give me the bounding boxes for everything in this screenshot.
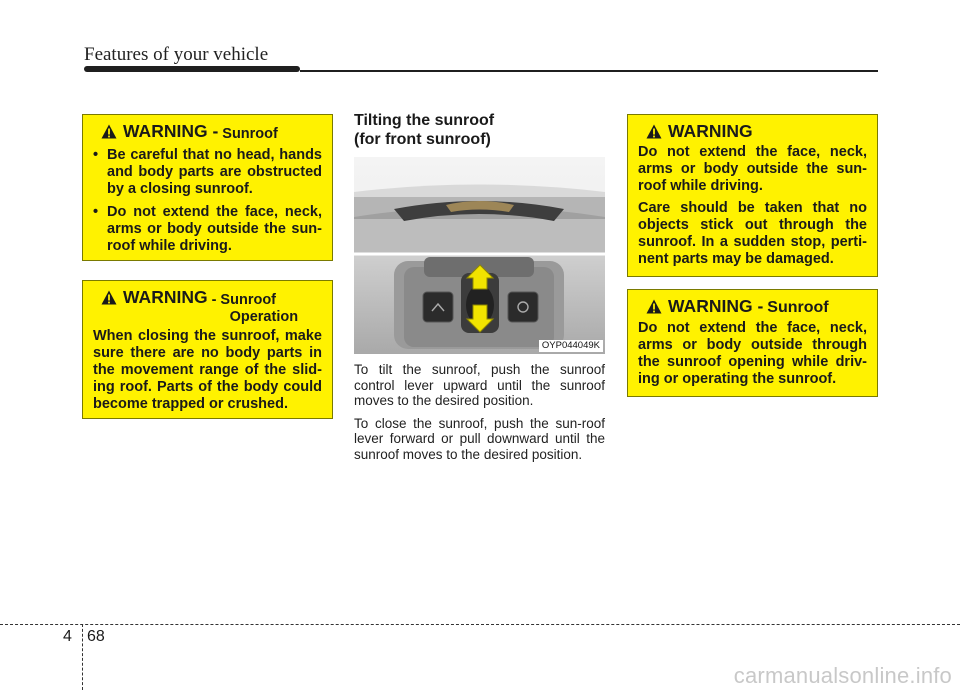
section-paragraph: To tilt the sunroof, push the sunroof control lever upward until the sunroof moves to the desired position. <box>354 362 605 408</box>
warning-word: WARNING - <box>668 296 764 316</box>
warning-subtitle: Sunroof <box>767 299 829 316</box>
warning-triangle-icon <box>101 124 117 139</box>
figure-code: OYP044049K <box>539 340 603 352</box>
watermark: carmanualsonline.info <box>733 663 952 688</box>
chapter-number: 4 <box>63 628 72 645</box>
warning-title <box>646 123 867 140</box>
warning-subtitle: Sunroof <box>222 126 278 142</box>
warning-word: WARNING - <box>123 121 219 141</box>
warning-body: Care should be taken that no objects stick out through the sunroof. In a sudden stop, perti-nent parts may be damaged. <box>638 200 867 267</box>
header-rule <box>300 70 878 72</box>
section-paragraph: To close the sunroof, push the sun-roof lever forward or pull downward until the sunroof moves to the desired position. <box>354 415 605 462</box>
warning-body: Do not extend the face, neck, arms or body outside through the sunroof opening while driv-ing or operating the sunroof. <box>638 320 867 387</box>
warning-box-sunroof <box>82 114 333 261</box>
warning-box-general <box>627 114 878 277</box>
page-number: 68 <box>87 628 105 645</box>
warning-list-item: • Be careful that no head, hands and body parts are obstructed by a closing sunroof. <box>93 147 322 198</box>
warning-triangle-icon <box>646 299 662 314</box>
section-heading <box>354 111 494 149</box>
warning-triangle-icon <box>646 124 662 139</box>
warning-title <box>101 123 322 143</box>
warning-list-item: • Do not extend the face, neck, arms or body outside the sun-roof while driving. <box>93 204 322 255</box>
warning-triangle-icon <box>101 290 117 305</box>
page-header-title: Features of your vehicle <box>84 44 269 65</box>
warning-body: Do not extend the face, neck, arms or body outside the sun-roof while driving. <box>638 144 867 194</box>
header-bar <box>84 66 300 72</box>
section-body <box>354 362 605 469</box>
sunroof-control-figure <box>354 157 605 354</box>
warning-word: WARNING <box>668 121 753 141</box>
warning-word: WARNING <box>123 287 208 307</box>
overhead-console-illustration <box>354 157 605 354</box>
section-heading-line: (for front sunroof) <box>354 131 491 148</box>
warning-body: When closing the sunroof, make sure there are no body parts in the movement range of the slid-ing roof. Parts of the body could become trapped or crushed. <box>93 328 322 412</box>
warning-box-sunroof-opening <box>627 289 878 397</box>
warning-subtitle-continued: Operation <box>229 309 299 325</box>
warning-title <box>646 298 867 316</box>
footer-divider <box>82 624 83 690</box>
footer-rule <box>0 624 960 625</box>
warning-box-sunroof-operation <box>82 280 333 419</box>
section-heading-line: Tilting the sunroof <box>354 112 495 129</box>
warning-subtitle: - Sunroof <box>211 292 277 308</box>
warning-title <box>101 289 322 326</box>
